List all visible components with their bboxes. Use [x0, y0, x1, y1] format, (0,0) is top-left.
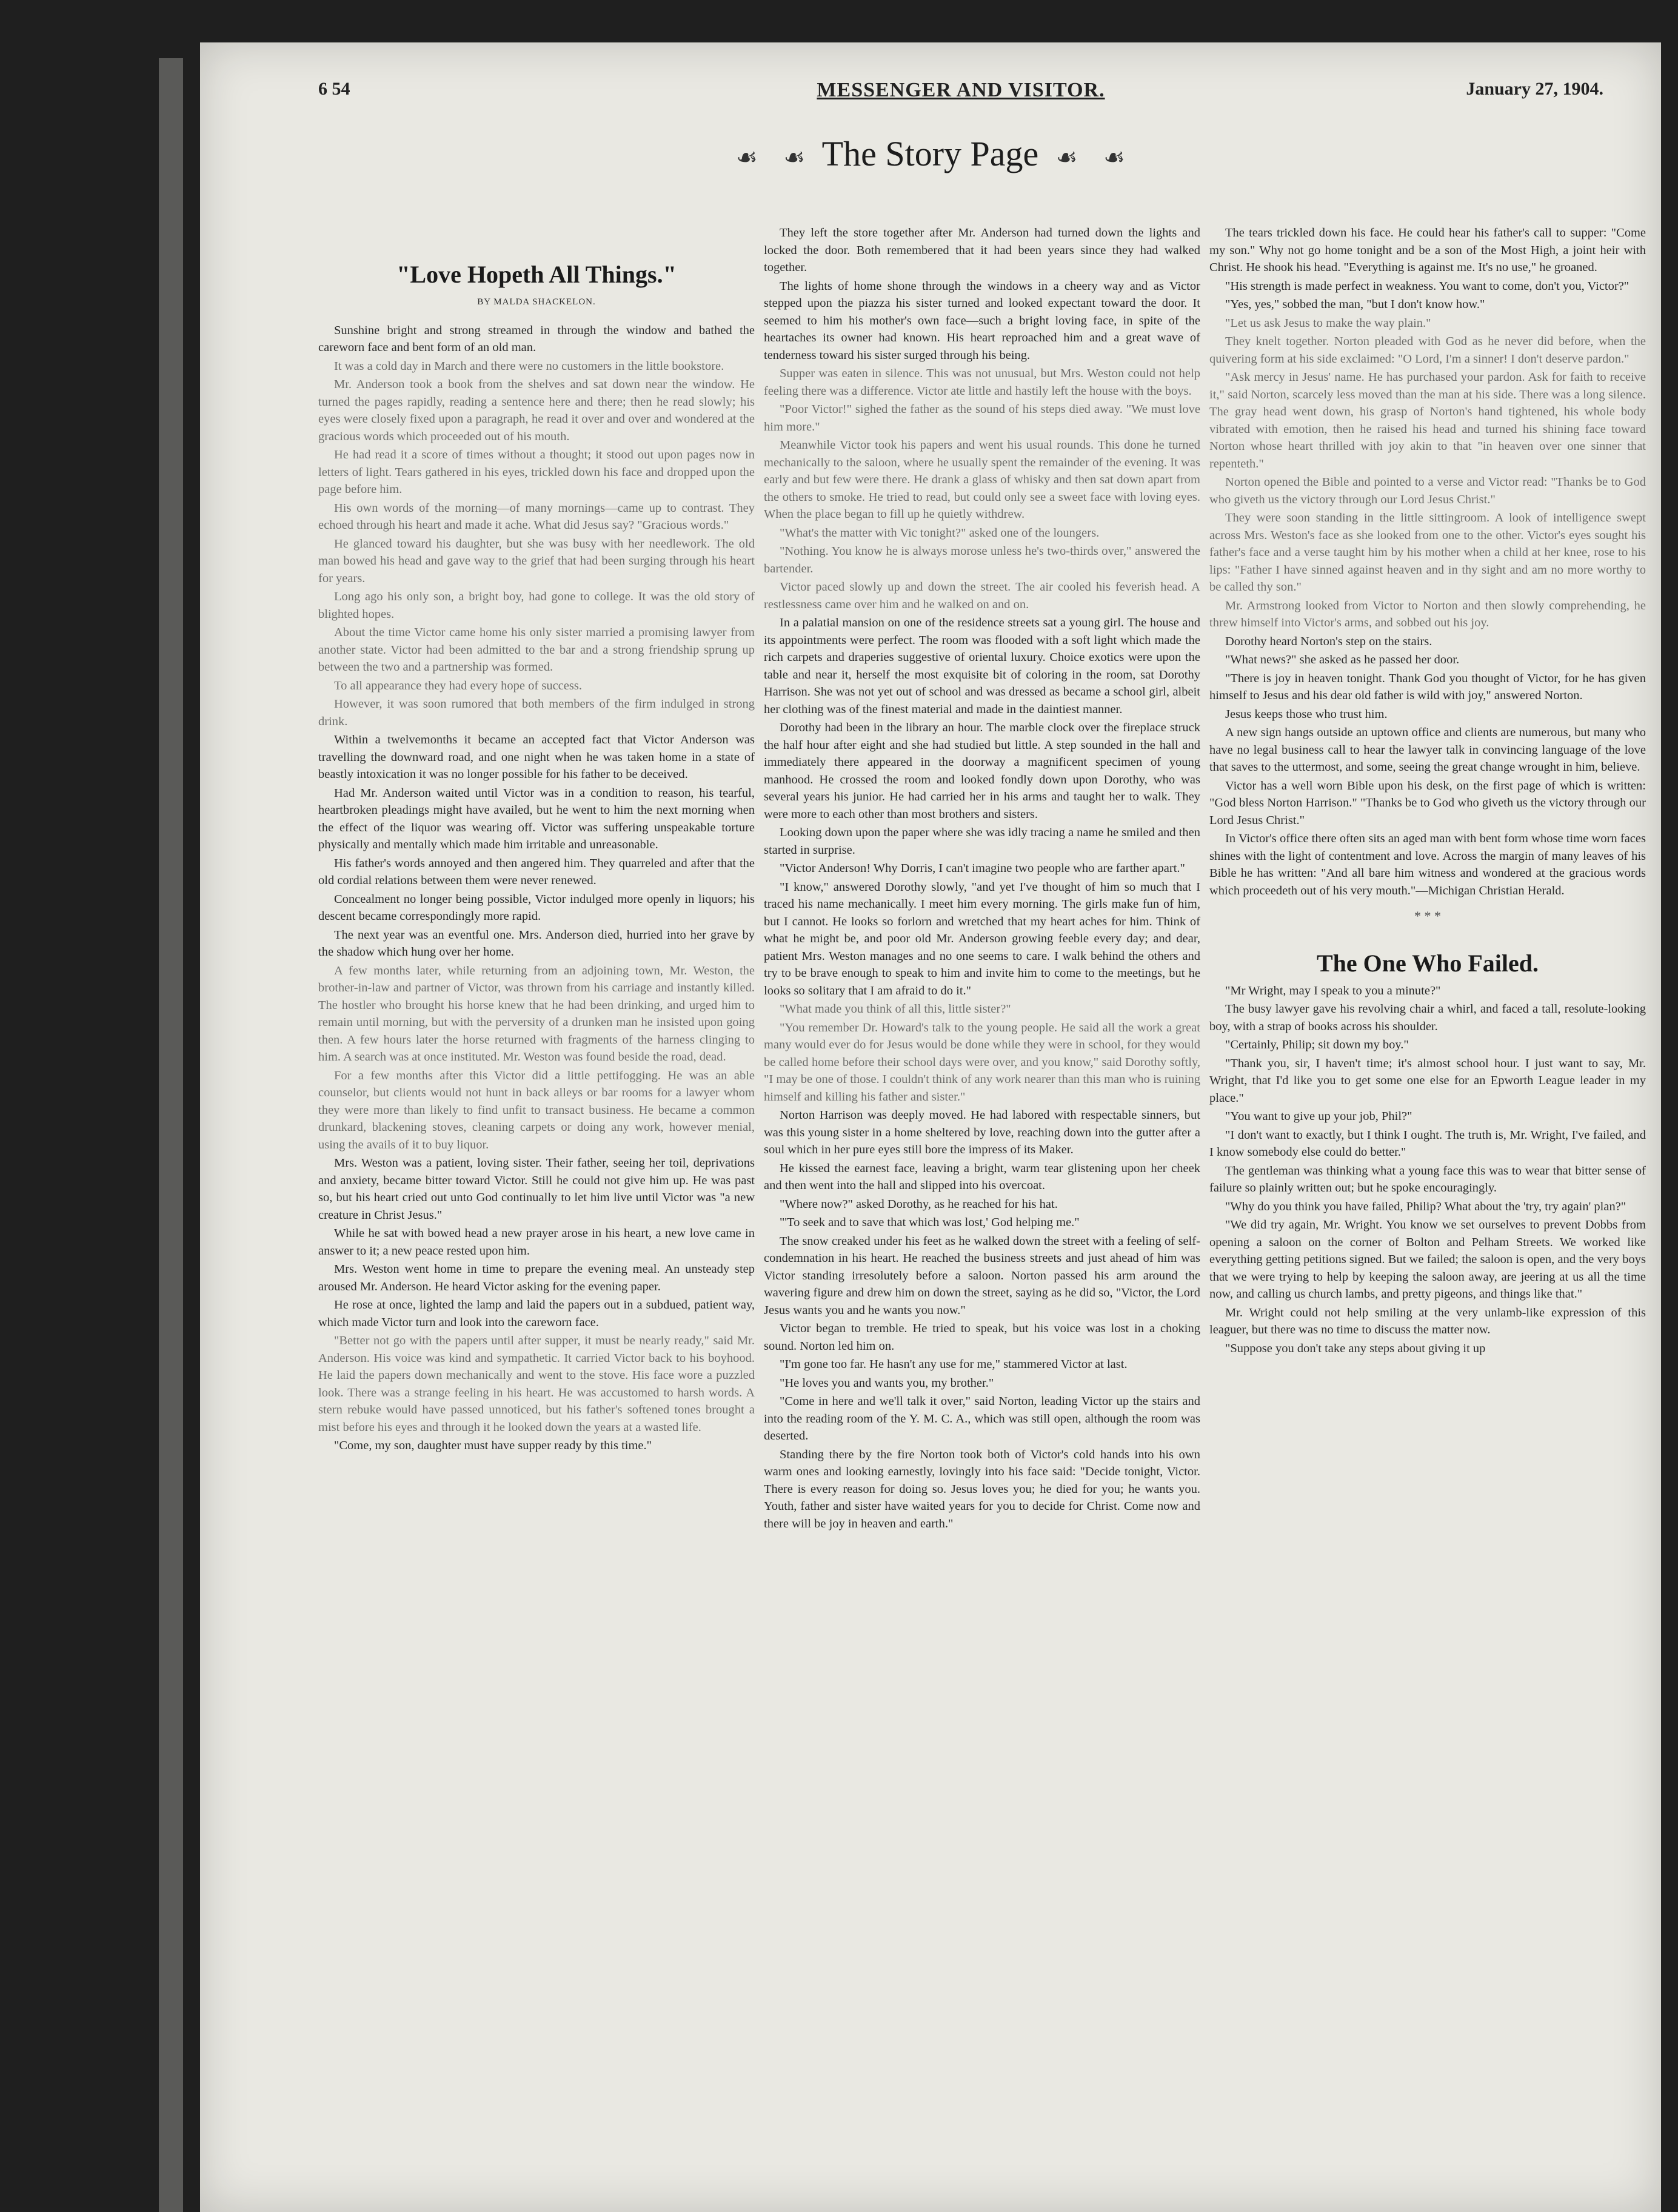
paragraph: "Suppose you don't take any steps about giving it up	[1225, 1341, 1486, 1355]
paragraph: To all appearance they had every hope of success.	[334, 679, 582, 692]
leaf-ornament-icon: ☙	[783, 144, 806, 171]
paragraph: "What news?" she asked as he passed her door.	[1225, 653, 1460, 666]
paragraph: He had read it a score of times without a thought; it stood out upon pages now in letters of light. Tears gathered in his eyes, trickled down his face and dropped upon the page before him.	[318, 448, 755, 496]
paragraph: A new sign hangs outside an uptown office and clients are numerous, but many who have no legal business call to hear the lawyer talk in convincing language of the love that saves to the uttermost, and some, seeing the great change wrought in him, believe.	[1209, 726, 1646, 774]
page-number: 6 54	[318, 79, 350, 99]
paragraph: Victor has a well worn Bible upon his desk, on the first page of which is written: "God bless Norton Harrison." "Thanks be to God who giveth us the victory through our Lord Jesus Christ."	[1209, 779, 1646, 827]
page-edge-shadow	[159, 58, 183, 2212]
paragraph: "Nothing. You know he is always morose unless he's two-thirds over," answered the bartender.	[764, 545, 1200, 575]
paragraph: In a palatial mansion on one of the residence streets sat a young girl. The house and its appointments were perfect. The room was flooded with a soft light which made the rich carpets and draperies suggestive of oriental luxury. Choice exotics were upon the table and near it, herself the most exquisite bit of coloring in the room, sat Dorothy Harrison. She was not yet out of school and was dressed as became a school girl, albeit her clothing was of the finest material and made in the daintiest manner.	[764, 616, 1200, 716]
paragraph: Victor began to tremble. He tried to speak, but his voice was lost in a choking sound. Norton led him on.	[764, 1322, 1200, 1353]
section-divider: * * *	[1414, 908, 1441, 923]
paragraph: The gentleman was thinking what a young face this was to wear that bitter sense of failure so plainly written out; but he spoke encouragingly.	[1209, 1164, 1646, 1195]
paragraph: The tears trickled down his face. He could hear his father's call to supper: "Come my son." Why not go home tonight and be a son of the Most High, a joint heir with Christ. He shook his head. "Everything is against me. It's no use," he groaned.	[1209, 226, 1646, 274]
paragraph: The busy lawyer gave his revolving chair a whirl, and faced a tall, resolute-looking boy, with a strap of books across his shoulder.	[1209, 1002, 1646, 1033]
paragraph: "I'm gone too far. He hasn't any use for me," stammered Victor at last.	[780, 1358, 1128, 1371]
paragraph: "His strength is made perfect in weakness. You want to come, don't you, Victor?"	[1225, 279, 1630, 293]
section-heading	[200, 133, 1661, 174]
paragraph: "Poor Victor!" sighed the father as the sound of his steps died away. "We must love him more."	[764, 403, 1200, 434]
paragraph: "There is joy in heaven tonight. Thank God you thought of Victor, for he has given himself to Jesus and his dear old father is wild with joy," answered Norton.	[1209, 671, 1646, 702]
paragraph: "You remember Dr. Howard's talk to the young people. He said all the work a great many would ever do for Jesus would be done while they were in school, for they would be called home before their school days were over, and you know," said Dorothy softly, "I may be one of those. I couldn't think of any work nearer than this man who is ruining himself and killing his father and sister."	[764, 1021, 1200, 1104]
paragraph: Mr. Wright could not help smiling at the very unlamb-like expression of this leaguer, but there was no time to discuss the matter now.	[1209, 1305, 1646, 1336]
paragraph: Meanwhile Victor took his papers and went his usual rounds. This done he turned mechanically to the saloon, where he usually spent the remainder of the evening. It was early and but few were there. He drank a glass of whisky and then sat down apart from the others to smoke. He tried to read, but could only see a sweet face with loving eyes. When the place began to fill up he quietly withdrew.	[764, 438, 1200, 521]
paragraph: Norton opened the Bible and pointed to a verse and Victor read: "Thanks be to God who giveth us the victory through our Lord Jesus Christ."	[1209, 475, 1646, 506]
paragraph: "Better not go with the papers until after supper, it must be nearly ready," said Mr. Anderson. His voice was kind and sympathetic. It carried Victor back to his boyhood. He laid the papers down mechanically and went to the stove. His face wore a puzzled look. There was a strange feeling in his heart. He was accustomed to harsh words. A stern rebuke would have passed unnoticed, but his father's softened tones brought a mist before his eyes and through it he looked down the years at a wasted life.	[318, 1334, 755, 1434]
paragraph: They were soon standing in the little sittingroom. A look of intelligence swept across Mrs. Weston's face as she looked from one to the other. Victor's eyes sought his father's face and a verse taught him by his mother when a child at her knee, rose to his lips: "Father I have sinned against heaven and in thy sight and am no more worthy to be called thy son."	[1209, 511, 1646, 594]
paragraph: Mr. Armstrong looked from Victor to Norton and then slowly comprehending, he threw himself into Victor's arms, and sobbed out his joy.	[1209, 598, 1646, 629]
paragraph: Mrs. Weston was a patient, loving sister. Their father, seeing her toil, deprivations and anxiety, became bitter toward Victor. Still he could not give him up. He was past so, but his heart cried out unto God continually to let him live until Victor was "a new creature in Christ Jesus."	[318, 1156, 755, 1222]
paragraph: "What's the matter with Vic tonight?" asked one of the loungers.	[780, 526, 1100, 540]
paragraph: "'To seek and to save that which was lost,' God helping me."	[780, 1216, 1080, 1229]
paragraph: "Ask mercy in Jesus' name. He has purchased your pardon. Ask for faith to receive it," said Norton, scarcely less moved than the man at his side. There was a long silence. The gray head went down, his grasp of Norton's hand tightened, his whole body vibrated with emotion, then he raised his head and turned his shining face toward Norton whose heart thrilled with joy akin to that "in heaven over one sinner that repenteth."	[1209, 370, 1646, 471]
story-byline: BY MALDA SHACKELON.	[477, 297, 596, 307]
paragraph: "He loves you and wants you, my brother."	[780, 1376, 994, 1390]
paragraph: About the time Victor came home his only sister married a promising lawyer from another state. Victor had been admitted to the bar and a strong friendship sprung up between the two and a partnership was formed.	[318, 626, 755, 674]
paragraph: Victor paced slowly up and down the street. The air cooled his feverish head. A restlessness came over him and he walked on and on.	[764, 580, 1200, 611]
story-title: The One Who Failed.	[1317, 949, 1539, 977]
paragraph: Within a twelvemonths it became an accepted fact that Victor Anderson was travelling the downward road, and one night when he was taken home in a state of beastly intoxication it was no longer possible for his father to be deceived.	[318, 733, 755, 781]
paragraph: Mr. Anderson took a book from the shelves and sat down near the window. He turned the pages rapidly, reading a sentence here and there; then he read slowly; his eyes were closely fixed upon a paragraph, he read it over and over and wondered at the gracious words which proceeded out of his mouth.	[318, 378, 755, 443]
paragraph: "Where now?" asked Dorothy, as he reached for his hat.	[780, 1197, 1058, 1211]
paragraph: "Yes, yes," sobbed the man, "but I don't know how."	[1225, 298, 1485, 311]
paragraph: For a few months after this Victor did a little pettifogging. He was an able counselor, but clients would not hunt in back alleys or bar rooms for a lawyer whom they were more than likely to find unfit to transact business. He became a common drunkard, blackening stoves, cleaning carpets or doing any work, however menial, using the avails of it to buy liquor.	[318, 1068, 755, 1151]
paragraph: Dorothy heard Norton's step on the stairs.	[1225, 634, 1432, 648]
paper-title: MESSENGER AND VISITOR.	[817, 79, 1105, 101]
paragraph: "Let us ask Jesus to make the way plain."	[1225, 316, 1431, 330]
paragraph: He rose at once, lighted the lamp and laid the papers out in a subdued, patient way, which made Victor turn and look into the careworn face.	[318, 1298, 755, 1329]
paragraph: He glanced toward his daughter, but she was busy with her needlework. The old man bowed his head and gave way to the grief that had been surging through his heart for years.	[318, 537, 755, 585]
paragraph: "Why do you think you have failed, Philip? What about the 'try, try again' plan?"	[1225, 1199, 1626, 1213]
paragraph: Dorothy had been in the library an hour. The marble clock over the fireplace struck the half hour after eight and she had studied but little. A step sounded in the hall and immediately there appeared in the doorway a magnificent specimen of young manhood. He crossed the room and looked fondly down upon Dorothy, who was several years his junior. He had carried her in his arms and taught her to walk. They were more to each other than most brothers and sisters.	[764, 721, 1200, 821]
paragraph: "Victor Anderson! Why Dorris, I can't imagine two people who are farther apart."	[780, 862, 1185, 875]
paragraph: The lights of home shone through the windows in a cheery way and as Victor stepped upon the piazza his sister turned and looked expectant toward the door. It seemed to him his mother's own face—such a bright loving face, in spite of the heartaches its owner had known. His heart reproached him and a great wave of tenderness toward his sister surged through his being.	[764, 279, 1200, 362]
paragraph: While he sat with bowed head a new prayer arose in his heart, a new love came in answer to it; a new peace rested upon him.	[318, 1227, 755, 1258]
paragraph: "I don't want to exactly, but I think I ought. The truth is, Mr. Wright, I've failed, and I know somebody else could do better."	[1209, 1128, 1646, 1159]
column-1	[318, 224, 755, 1456]
paragraph: His own words of the morning—of many mornings—came up to contrast. They echoed through his heart and made it ache. What did Jesus say? "Gracious words."	[318, 501, 755, 532]
paragraph: He kissed the earnest face, leaving a bright, warm tear glistening upon her cheek and then went into the hall and slipped into his overcoat.	[764, 1161, 1200, 1192]
column-2	[764, 224, 1200, 1533]
paragraph: His father's words annoyed and then angered him. They quarreled and after that the old cordial relations between them were never renewed.	[318, 856, 755, 887]
leaf-ornament-icon: ☙	[1103, 144, 1125, 171]
paragraph: The next year was an eventful one. Mrs. Anderson died, hurried into her grave by the shadow which hung over her home.	[318, 928, 755, 959]
paragraph: Supper was eaten in silence. This was not unusual, but Mrs. Weston could not help feeling there was a difference. Victor ate little and hastily left the house with the boys.	[764, 367, 1200, 398]
paragraph: Concealment no longer being possible, Victor indulged more openly in liquors; his descent became correspondingly more rapid.	[318, 892, 755, 923]
paragraph: Jesus keeps those who trust him.	[1225, 707, 1388, 721]
newspaper-page	[200, 42, 1661, 2212]
paragraph: Norton Harrison was deeply moved. He had labored with respectable sinners, but was this young sister in a home sheltered by love, reaching down into the gutter after a soul which in her pure eyes still bore the impress of its Maker.	[764, 1108, 1200, 1156]
paragraph: Long ago his only son, a bright boy, had gone to college. It was the old story of blighted hopes.	[318, 590, 755, 621]
paragraph: "We did try again, Mr. Wright. You know we set ourselves to prevent Dobbs from opening a saloon on the corner of Bolton and Pelham Streets. We worked like everything getting petitions signed. But we failed; the saloon is open, and the very boys that we were trying to help by keeping the saloon away, are jeering at us all the time now, and calling us church lambs, and pretty pigeons, and things like that."	[1209, 1218, 1646, 1301]
leaf-ornament-icon: ☙	[736, 144, 758, 171]
paragraph: "Come in here and we'll talk it over," said Norton, leading Victor up the stairs and into the reading room of the Y. M. C. A., which was still open, although the room was deserted.	[764, 1395, 1200, 1443]
paragraph: In Victor's office there often sits an aged man with bent form whose time worn faces shines with the light of contentment and love. Across the margin of many leaves of his Bible he has written: "And all bare him witness and wondered at the gracious words which proceedeth out of his very mouth."—Michigan Christian Herald.	[1209, 832, 1646, 897]
paragraph: Sunshine bright and strong streamed in through the window and bathed the careworn face and bent form of an old man.	[318, 323, 755, 354]
paragraph: Standing there by the fire Norton took both of Victor's cold hands into his own warm ones and looking earnestly, lovingly into his face said: "Decide tonight, Victor. There is every reason for doing so. Jesus loves you; he died for you; he wants you. Youth, father and sister have waited years for you to decide for Christ. Come now and there will be joy in heaven and earth."	[764, 1447, 1200, 1530]
paragraph: "I know," answered Dorothy slowly, "and yet I've thought of him so much that I traced his name mechanically. I meet him every morning. The girls make fun of him, but I cannot. He looks so forlorn and wretched that my heart aches for him. Think of what he might be, and poor old Mr. Anderson growing feeble every day; and dear, patient Mrs. Weston manages and no one seems to care. I walk behind the others and try to be brave enough to speak to him and invite him to come to the meetings, but he looks so solitary that I am afraid to do it."	[764, 880, 1200, 997]
paragraph: Looking down upon the paper where she was idly tracing a name he smiled and then started in surprise.	[764, 826, 1200, 857]
paragraph: "Thank you, sir, I haven't time; it's almost school hour. I just want to say, Mr. Wright, that I'd like you to get some one else for an Epworth League leader in my place."	[1209, 1056, 1646, 1105]
paragraph: "You want to give up your job, Phil?"	[1225, 1110, 1412, 1123]
paragraph: "What made you think of all this, little sister?"	[780, 1002, 1011, 1016]
column-3	[1209, 224, 1646, 1358]
paragraph: The snow creaked under his feet as he walked down the street with a feeling of self-condemnation in his heart. He reached the business streets and just ahead of him was Victor standing irresolutely before a saloon. Norton passed his arm around the wavering figure and drew him on down the street, saying as he did so, "Victor, the Lord Jesus wants you and he wants you now."	[764, 1234, 1200, 1317]
paragraph: They left the store together after Mr. Anderson had turned down the lights and locked the door. Both remembered that it had been years since they had walked together.	[764, 226, 1200, 274]
leaf-ornament-icon: ☙	[1055, 144, 1078, 171]
paragraph: "Come, my son, daughter must have supper ready by this time."	[334, 1439, 652, 1452]
story-title: "Love Hopeth All Things."	[396, 261, 677, 288]
section-title: The Story Page	[821, 134, 1039, 173]
paragraph: Mrs. Weston went home in time to prepare the evening meal. An unsteady step aroused Mr. Anderson. He heard Victor asking for the evening paper.	[318, 1262, 755, 1293]
paragraph: They knelt together. Norton pleaded with God as he never did before, when the quivering form at his side exclaimed: "O Lord, I'm a sinner! I don't deserve pardon."	[1209, 335, 1646, 366]
page-header	[318, 79, 1603, 127]
paragraph: "Certainly, Philip; sit down my boy."	[1225, 1038, 1409, 1051]
paragraph: However, it was soon rumored that both members of the firm indulged in strong drink.	[318, 697, 755, 728]
paragraph: A few months later, while returning from an adjoining town, Mr. Weston, the brother-in-law and partner of Victor, was thrown from his carriage and instantly killed. The hostler who brought his horse knew that he had been drinking, and urged him to remain until morning, but with the perversity of a drunken man he insisted upon going then. A few hours later the horse returned with fragments of the harness clinging to him. A search was at once instituted. Mr. Weston was found beside the road, dead.	[318, 964, 755, 1064]
paragraph: "Mr Wright, may I speak to you a minute?"	[1225, 984, 1441, 997]
paragraph: It was a cold day in March and there were no customers in the little bookstore.	[334, 359, 724, 373]
issue-date: January 27, 1904.	[1466, 79, 1603, 99]
paragraph: Had Mr. Anderson waited until Victor was in a condition to reason, his tearful, heartbroken pleadings might have availed, but he went to him the next morning when the effect of the liquor was wearing off. Victor was suffering unspeakable torture physically and mentally which made him irritable and unreasonable.	[318, 786, 755, 851]
